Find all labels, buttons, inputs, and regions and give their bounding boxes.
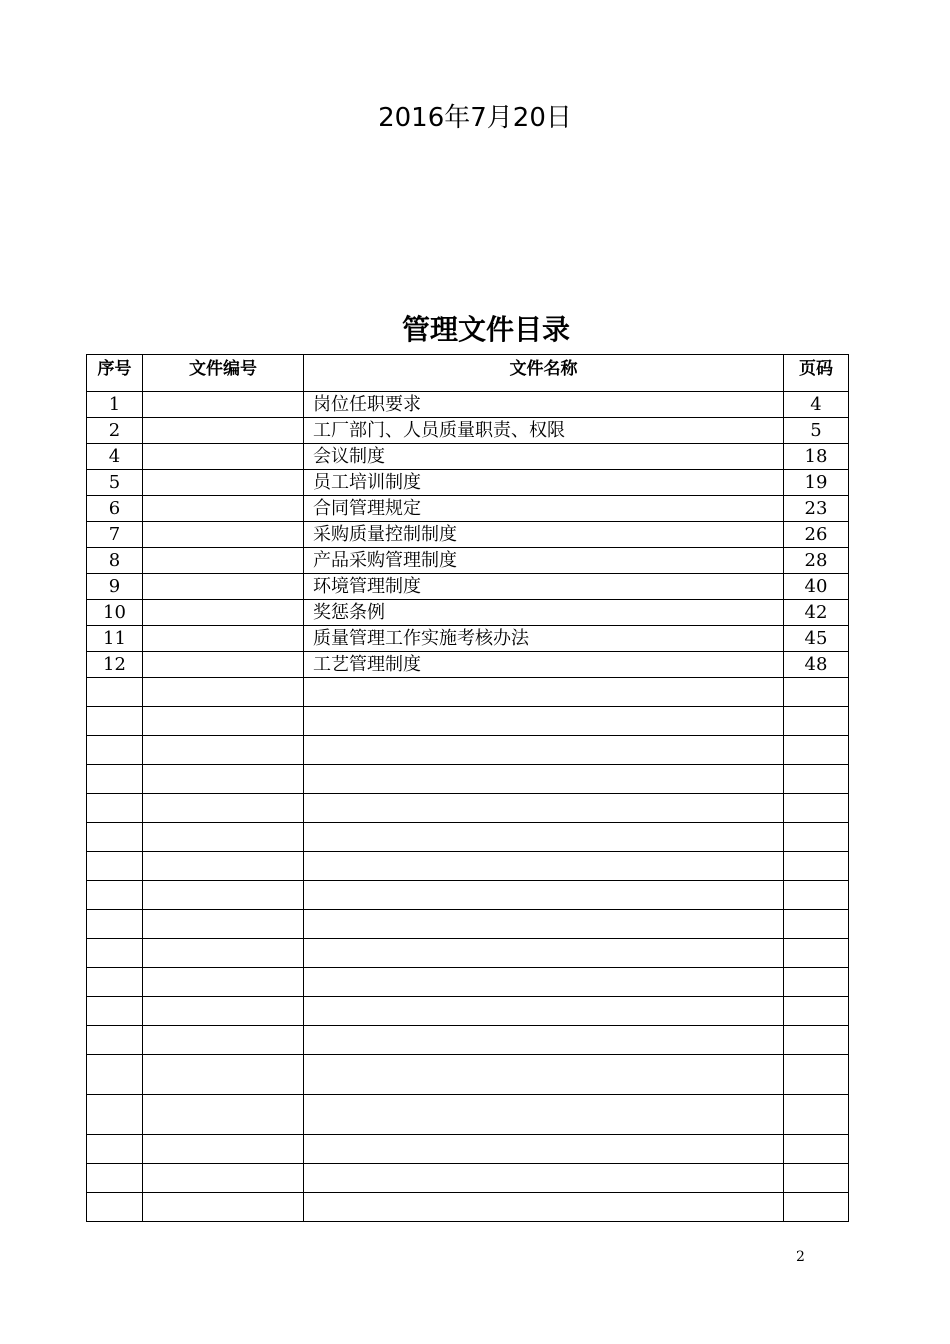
row-doc-name: 会议制度 bbox=[304, 444, 784, 470]
row-doc-no bbox=[143, 444, 304, 470]
row-doc-no bbox=[143, 496, 304, 522]
table-row-empty bbox=[87, 1026, 849, 1055]
empty-cell bbox=[304, 910, 784, 939]
empty-cell bbox=[143, 1135, 304, 1164]
empty-cell bbox=[304, 1135, 784, 1164]
row-doc-name: 质量管理工作实施考核办法 bbox=[304, 626, 784, 652]
row-doc-name: 合同管理规定 bbox=[304, 496, 784, 522]
empty-cell bbox=[784, 1193, 849, 1222]
empty-cell bbox=[304, 968, 784, 997]
empty-cell bbox=[784, 910, 849, 939]
document-date: 2016年7月20日 bbox=[378, 103, 572, 133]
table-row-empty bbox=[87, 736, 849, 765]
empty-cell bbox=[87, 939, 143, 968]
row-doc-no bbox=[143, 522, 304, 548]
empty-cell bbox=[304, 852, 784, 881]
table-row bbox=[87, 470, 849, 496]
empty-cell bbox=[143, 881, 304, 910]
row-doc-name: 产品采购管理制度 bbox=[304, 548, 784, 574]
row-seq: 7 bbox=[87, 522, 143, 548]
row-page: 48 bbox=[784, 652, 849, 678]
document-index-table bbox=[86, 354, 849, 1222]
empty-cell bbox=[304, 997, 784, 1026]
empty-cell bbox=[87, 678, 143, 707]
empty-cell bbox=[784, 678, 849, 707]
empty-cell bbox=[784, 881, 849, 910]
page-number: 2 bbox=[796, 1249, 805, 1265]
empty-cell bbox=[304, 1026, 784, 1055]
empty-cell bbox=[784, 997, 849, 1026]
table-row-empty bbox=[87, 881, 849, 910]
row-page: 19 bbox=[784, 470, 849, 496]
table-row bbox=[87, 522, 849, 548]
row-page: 23 bbox=[784, 496, 849, 522]
empty-cell bbox=[304, 678, 784, 707]
empty-cell bbox=[304, 1193, 784, 1222]
row-seq: 2 bbox=[87, 418, 143, 444]
header-doc-name: 文件名称 bbox=[304, 355, 784, 392]
empty-cell bbox=[87, 1164, 143, 1193]
table-row bbox=[87, 600, 849, 626]
table-row-empty bbox=[87, 794, 849, 823]
empty-cell bbox=[143, 678, 304, 707]
row-doc-name: 采购质量控制制度 bbox=[304, 522, 784, 548]
table-row-empty bbox=[87, 678, 849, 707]
empty-cell bbox=[784, 823, 849, 852]
table-row bbox=[87, 392, 849, 418]
empty-cell bbox=[304, 1164, 784, 1193]
row-seq: 10 bbox=[87, 600, 143, 626]
row-seq: 6 bbox=[87, 496, 143, 522]
row-seq: 8 bbox=[87, 548, 143, 574]
empty-cell bbox=[143, 794, 304, 823]
empty-cell bbox=[304, 1055, 784, 1095]
empty-cell bbox=[304, 765, 784, 794]
empty-cell bbox=[304, 794, 784, 823]
empty-cell bbox=[784, 1055, 849, 1095]
row-doc-name: 员工培训制度 bbox=[304, 470, 784, 496]
empty-cell bbox=[87, 1135, 143, 1164]
empty-cell bbox=[143, 1193, 304, 1222]
page-title: 管理文件目录 bbox=[401, 313, 570, 346]
row-page: 28 bbox=[784, 548, 849, 574]
empty-cell bbox=[304, 707, 784, 736]
empty-cell bbox=[87, 823, 143, 852]
empty-cell bbox=[784, 1026, 849, 1055]
table-row-empty bbox=[87, 910, 849, 939]
table-row-empty bbox=[87, 707, 849, 736]
row-doc-name: 岗位任职要求 bbox=[304, 392, 784, 418]
row-doc-no bbox=[143, 652, 304, 678]
empty-cell bbox=[784, 1095, 849, 1135]
table-row-empty bbox=[87, 1164, 849, 1193]
empty-cell bbox=[87, 968, 143, 997]
row-page: 42 bbox=[784, 600, 849, 626]
table-row-empty bbox=[87, 939, 849, 968]
row-doc-name: 奖惩条例 bbox=[304, 600, 784, 626]
empty-cell bbox=[784, 968, 849, 997]
empty-cell bbox=[143, 939, 304, 968]
empty-cell bbox=[143, 765, 304, 794]
table-row-empty bbox=[87, 1095, 849, 1135]
table-row-empty bbox=[87, 852, 849, 881]
table-row-empty bbox=[87, 1193, 849, 1222]
header-seq: 序号 bbox=[87, 355, 143, 392]
empty-cell bbox=[304, 736, 784, 765]
table-row-empty bbox=[87, 1135, 849, 1164]
empty-cell bbox=[87, 1095, 143, 1135]
empty-cell bbox=[143, 910, 304, 939]
row-seq: 11 bbox=[87, 626, 143, 652]
table-row bbox=[87, 418, 849, 444]
header-page: 页码 bbox=[784, 355, 849, 392]
empty-cell bbox=[87, 736, 143, 765]
empty-cell bbox=[87, 852, 143, 881]
empty-cell bbox=[143, 1164, 304, 1193]
empty-cell bbox=[784, 1164, 849, 1193]
empty-cell bbox=[784, 794, 849, 823]
empty-cell bbox=[87, 794, 143, 823]
empty-cell bbox=[784, 736, 849, 765]
empty-cell bbox=[143, 823, 304, 852]
empty-cell bbox=[304, 823, 784, 852]
table-row-empty bbox=[87, 823, 849, 852]
row-doc-no bbox=[143, 392, 304, 418]
empty-cell bbox=[87, 765, 143, 794]
table-header-row bbox=[87, 355, 849, 392]
row-page: 5 bbox=[784, 418, 849, 444]
empty-cell bbox=[304, 1095, 784, 1135]
table-row-empty bbox=[87, 997, 849, 1026]
empty-cell bbox=[87, 881, 143, 910]
empty-cell bbox=[143, 852, 304, 881]
empty-cell bbox=[143, 1026, 304, 1055]
table-row bbox=[87, 444, 849, 470]
row-seq: 9 bbox=[87, 574, 143, 600]
empty-cell bbox=[143, 707, 304, 736]
table-row bbox=[87, 652, 849, 678]
empty-cell bbox=[304, 881, 784, 910]
empty-cell bbox=[87, 1026, 143, 1055]
header-doc-no: 文件编号 bbox=[143, 355, 304, 392]
empty-cell bbox=[87, 707, 143, 736]
empty-cell bbox=[784, 852, 849, 881]
empty-cell bbox=[143, 968, 304, 997]
empty-cell bbox=[143, 997, 304, 1026]
table-row-empty bbox=[87, 968, 849, 997]
empty-cell bbox=[784, 765, 849, 794]
row-seq: 1 bbox=[87, 392, 143, 418]
empty-cell bbox=[87, 1055, 143, 1095]
empty-cell bbox=[143, 1095, 304, 1135]
empty-cell bbox=[784, 1135, 849, 1164]
empty-cell bbox=[87, 1193, 143, 1222]
row-doc-no bbox=[143, 418, 304, 444]
table-row bbox=[87, 548, 849, 574]
empty-cell bbox=[304, 939, 784, 968]
table-row bbox=[87, 496, 849, 522]
table-row-empty bbox=[87, 1055, 849, 1095]
row-doc-no bbox=[143, 600, 304, 626]
row-page: 40 bbox=[784, 574, 849, 600]
empty-cell bbox=[784, 707, 849, 736]
table-row bbox=[87, 626, 849, 652]
row-page: 4 bbox=[784, 392, 849, 418]
empty-cell bbox=[87, 997, 143, 1026]
row-seq: 12 bbox=[87, 652, 143, 678]
row-doc-no bbox=[143, 470, 304, 496]
table-row bbox=[87, 574, 849, 600]
row-doc-no bbox=[143, 548, 304, 574]
row-doc-name: 工艺管理制度 bbox=[304, 652, 784, 678]
row-doc-no bbox=[143, 626, 304, 652]
row-seq: 4 bbox=[87, 444, 143, 470]
row-page: 18 bbox=[784, 444, 849, 470]
row-seq: 5 bbox=[87, 470, 143, 496]
empty-cell bbox=[784, 939, 849, 968]
empty-cell bbox=[87, 910, 143, 939]
empty-cell bbox=[143, 736, 304, 765]
row-page: 45 bbox=[784, 626, 849, 652]
row-doc-name: 工厂部门、人员质量职责、权限 bbox=[304, 418, 784, 444]
row-doc-name: 环境管理制度 bbox=[304, 574, 784, 600]
row-doc-no bbox=[143, 574, 304, 600]
table-row-empty bbox=[87, 765, 849, 794]
row-page: 26 bbox=[784, 522, 849, 548]
empty-cell bbox=[143, 1055, 304, 1095]
